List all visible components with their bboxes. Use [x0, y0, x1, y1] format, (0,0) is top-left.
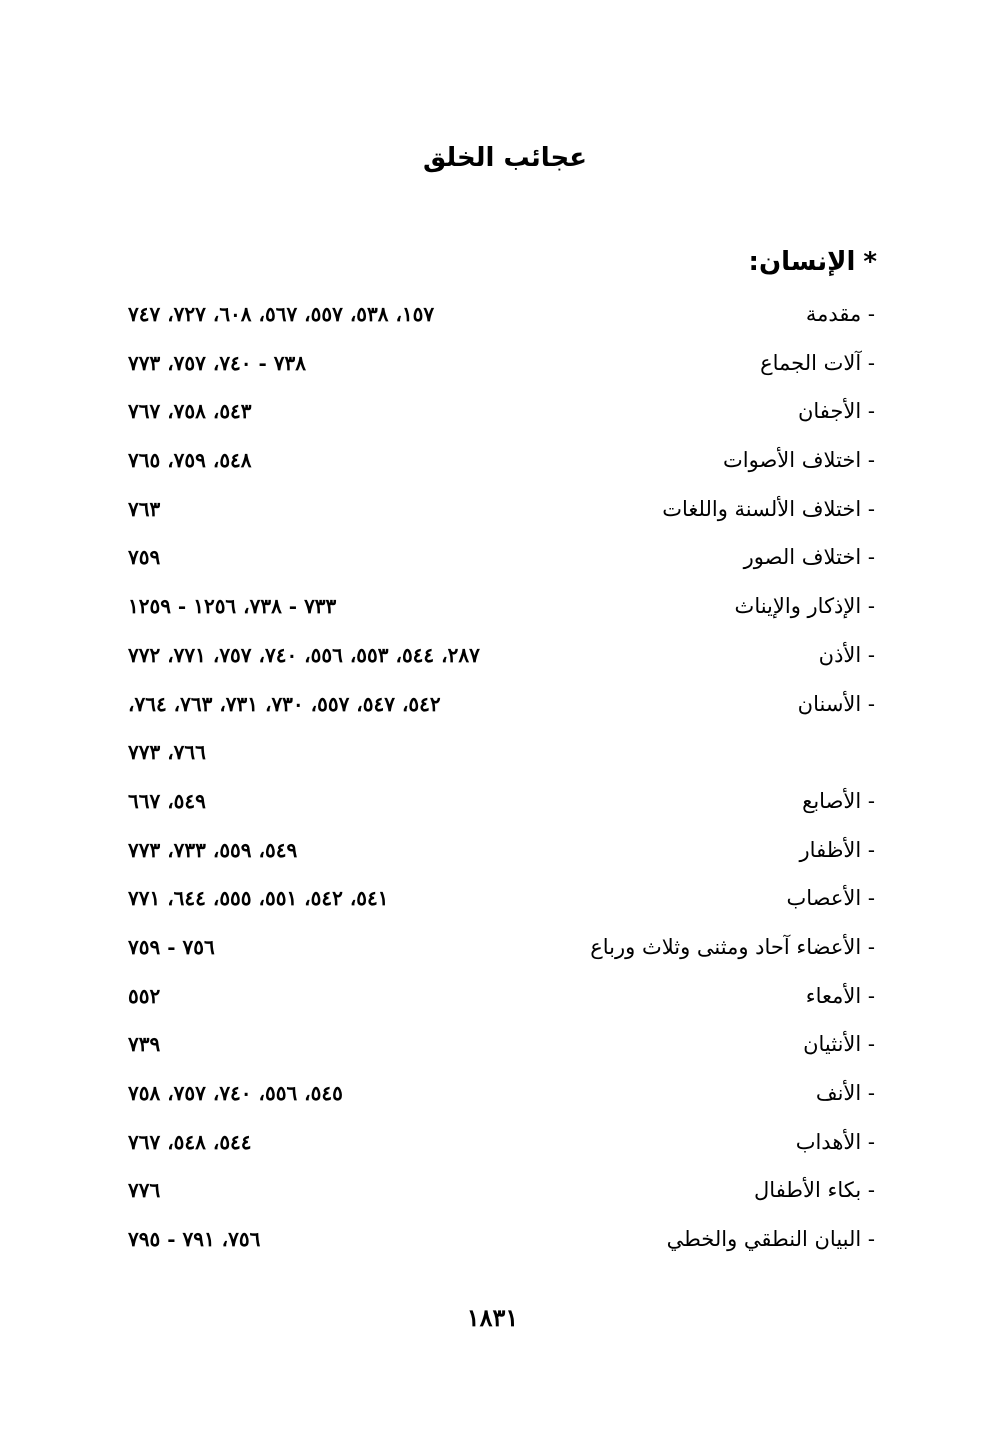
index-row	[0, 828, 985, 877]
index-term: - الأصابع	[802, 788, 875, 813]
index-term: - الأعضاء آحاد ومثنى وثلاث ورباع	[590, 934, 875, 959]
index-row	[0, 1120, 985, 1169]
index-pages: ٢٨٧، ٥٤٤، ٥٥٣، ٥٥٦، ٧٤٠، ٧٥٧، ٧٧١، ٧٧٢	[128, 642, 480, 667]
index-pages: ١٥٧، ٥٣٨، ٥٥٧، ٥٦٧، ٦٠٨، ٧٢٧، ٧٤٧	[128, 302, 435, 326]
page-number: ١٨٣١	[466, 1303, 519, 1332]
index-row	[0, 584, 985, 633]
index-pages: ٥٤٥، ٥٥٦، ٧٤٠، ٧٥٧، ٧٥٨	[128, 1081, 343, 1105]
index-pages: ٥٤٢، ٥٤٧، ٥٥٧، ٧٣٠، ٧٣١، ٧٦٣، ٧٦٤،	[128, 691, 441, 716]
index-term: - اختلاف الألسنة واللغات	[662, 496, 875, 521]
index-pages: ٧٦٣	[128, 496, 161, 521]
index-pages: ٧٣٨ - ٧٤٠، ٧٥٧، ٧٧٣	[128, 350, 307, 375]
index-term: - الأظفار	[799, 837, 875, 862]
index-row	[0, 292, 985, 341]
index-row	[0, 633, 985, 682]
index-pages: ٧٧٦	[128, 1178, 161, 1203]
index-pages: ٥٥٢	[128, 983, 161, 1008]
index-row	[0, 779, 985, 828]
index-pages: ٧٥٦ - ٧٥٩	[128, 934, 215, 959]
index-list	[0, 292, 985, 1266]
index-row	[0, 341, 985, 390]
index-term: - الأعصاب	[786, 886, 875, 911]
index-term: - اختلاف الأصوات	[723, 448, 875, 473]
index-term: - مقدمة	[805, 302, 875, 326]
index-row	[0, 925, 985, 974]
index-pages: ٧٣٣ - ٧٣٨، ١٢٥٦ - ١٢٥٩	[128, 594, 337, 619]
index-term: - الأجفان	[797, 399, 875, 424]
index-term: - بكاء الأطفال	[754, 1178, 875, 1203]
index-pages: ٥٤١، ٥٤٢، ٥٥١، ٥٥٥، ٦٤٤، ٧٧١	[128, 886, 389, 911]
index-term: - اختلاف الصور	[743, 545, 875, 570]
index-pages: ٧٥٩	[128, 545, 161, 570]
index-row	[0, 974, 985, 1023]
index-row	[0, 1022, 985, 1071]
section-heading-label: الإنسان:	[748, 247, 856, 277]
index-term: - الأسنان	[797, 691, 875, 716]
index-row	[0, 487, 985, 536]
index-row	[0, 1071, 985, 1120]
index-row	[0, 1168, 985, 1217]
index-pages: ٧٥٦، ٧٩١ - ٧٩٥	[128, 1227, 261, 1252]
index-pages: ٧٦٦، ٧٧٣	[128, 740, 206, 765]
index-pages: ٥٤٣، ٧٥٨، ٧٦٧	[128, 399, 252, 424]
index-term: - الأذن	[818, 642, 875, 667]
index-row	[0, 438, 985, 487]
index-row-continuation	[0, 730, 985, 779]
index-pages: ٥٤٩، ٥٥٩، ٧٣٣، ٧٧٣	[128, 837, 298, 862]
asterisk-icon: *	[863, 247, 877, 277]
index-term: - البيان النطقي والخطي	[666, 1227, 875, 1252]
index-row	[0, 389, 985, 438]
section-heading	[749, 240, 877, 284]
index-row	[0, 535, 985, 584]
index-pages: ٥٤٨، ٧٥٩، ٧٦٥	[128, 448, 252, 473]
index-row	[0, 876, 985, 925]
index-term: - الأهداب	[795, 1129, 875, 1154]
index-pages: ٧٣٩	[128, 1032, 161, 1057]
index-pages: ٥٤٤، ٥٤٨، ٧٦٧	[128, 1129, 252, 1154]
page-title: عجائب الخلق	[422, 143, 588, 173]
index-term: - الأنثيان	[803, 1032, 875, 1057]
index-row	[0, 1217, 985, 1266]
index-term: - آلات الجماع	[760, 350, 875, 375]
index-term: - الأنف	[815, 1081, 875, 1105]
index-pages: ٥٤٩، ٦٦٧	[128, 788, 206, 813]
index-term: - الأمعاء	[805, 983, 875, 1008]
index-row	[0, 682, 985, 731]
index-term: - الإذكار والإيناث	[734, 594, 875, 619]
